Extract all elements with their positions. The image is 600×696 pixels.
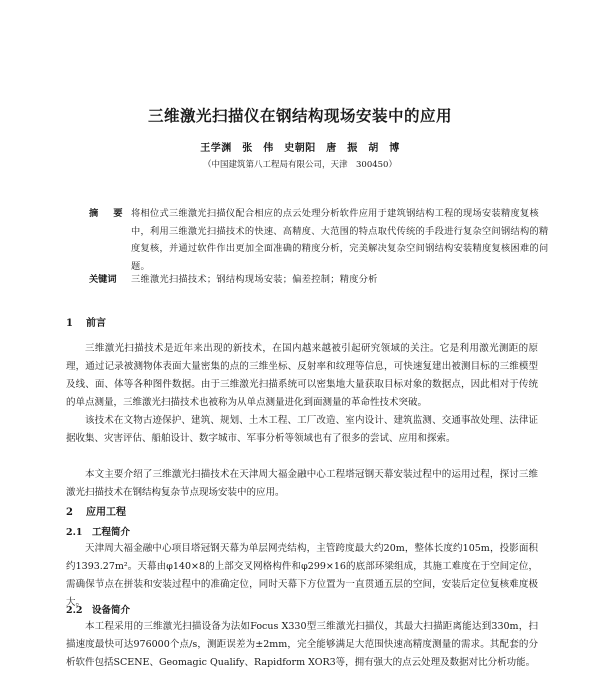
- abstract-text: 将相位式三维激光扫描仪配合相应的点云处理分析软件应用于建筑钢结构工程的现场安装精度复核中，利用三维激光扫描技术的快速、高精度、大范围的特点取代传统的手段进行复杂空间钢结构的精度复核，并通过软件作出更加全面准确的精度分析，完美解决复杂空间钢结构安装精度复核困难的问题。: [131, 208, 549, 272]
- abstract-label: 摘 要: [89, 208, 126, 219]
- subsection-number: 2.1: [66, 527, 83, 538]
- paragraph-intro-3: 本文主要介绍了三维激光扫描技术在天津周大福金融中心工程塔冠钢天幕安装过程中的运用过程，探讨三维激光扫描技术在钢结构复杂节点现场安装中的应用。: [66, 469, 538, 498]
- section-title: 应用工程: [86, 507, 126, 518]
- keywords-label: 关键词: [89, 274, 117, 285]
- subsection-heading-2-2: [66, 602, 130, 616]
- abstract-block: [89, 205, 549, 275]
- paragraph-intro-2: 该技术在文物古迹保护、建筑、规划、土木工程、工厂改造、室内设计、建筑监测、交通事故处理、法律证据收集、灾害评估、船舶设计、数字城市、军事分析等领域也有了很多的尝试、应用和探索。: [66, 415, 538, 444]
- section-title: 前言: [86, 318, 106, 329]
- paragraph-equipment: 本工程采用的三维激光扫描设备为法如Focus X330型三维激光扫描仪，其最大扫描距离能达到330m，扫描速度最快可达976000个点/s，测距误差为±2mm，完全能够满足大范围快速高精度测量的需求。其配套的分析软件包括SCENE、Geomagic Qualify、Rapidform XOR3等，拥有强大的点云处理及数据对比分析功能。: [66, 621, 538, 668]
- keywords-text: 三维激光扫描技术；钢结构现场安装；偏差控制；精度分析: [131, 274, 378, 285]
- affiliation: （中国建筑第八工程局有限公司，天津 300450）: [203, 160, 397, 170]
- subsection-title: 设备简介: [92, 605, 131, 616]
- paragraph-project-overview: 天津周大福金融中心项目塔冠钢天幕为单层网壳结构，主管跨度最大约20m，整体长度约105m，投影面积约1393.27m²。天幕由φ140×8的上部交叉网格构件和φ299×16的底部环梁组成，其施工难度在于空间定位，需确保节点在拼装和安装过程中的准确定位，同时天幕下方位置为一直贯通五层的空间，安装后定位复核难度极大。: [66, 543, 538, 608]
- section-number: 2: [66, 507, 73, 518]
- keywords-block: [89, 271, 549, 289]
- section-heading-2: [66, 503, 126, 518]
- section-heading-1: [66, 314, 106, 329]
- subsection-number: 2.2: [66, 605, 83, 616]
- subsection-title: 工程简介: [92, 527, 131, 538]
- section-number: 1: [66, 318, 73, 329]
- paragraph-intro-1: 三维激光扫描技术是近年来出现的新技术，在国内越来越被引起研究领域的关注。它是利用激光测距的原理，通过记录被测物体表面大量密集的点的三维坐标、反射率和纹理等信息，可快速复建出被测目标的三维模型及线、面、体等各种图件数据。由于三维激光扫描系统可以密集地大量获取目标对象的数据点，因此相对于传统的单点测量，三维激光扫描技术也被称为从单点测量进化到面测量的革命性技术突破。: [66, 343, 538, 408]
- subsection-heading-2-1: [66, 524, 130, 538]
- author-list: 王学渊 张 伟 史朝阳 唐 振 胡 博: [200, 143, 400, 154]
- paper-title: 三维激光扫描仪在钢结构现场安装中的应用: [147, 106, 452, 125]
